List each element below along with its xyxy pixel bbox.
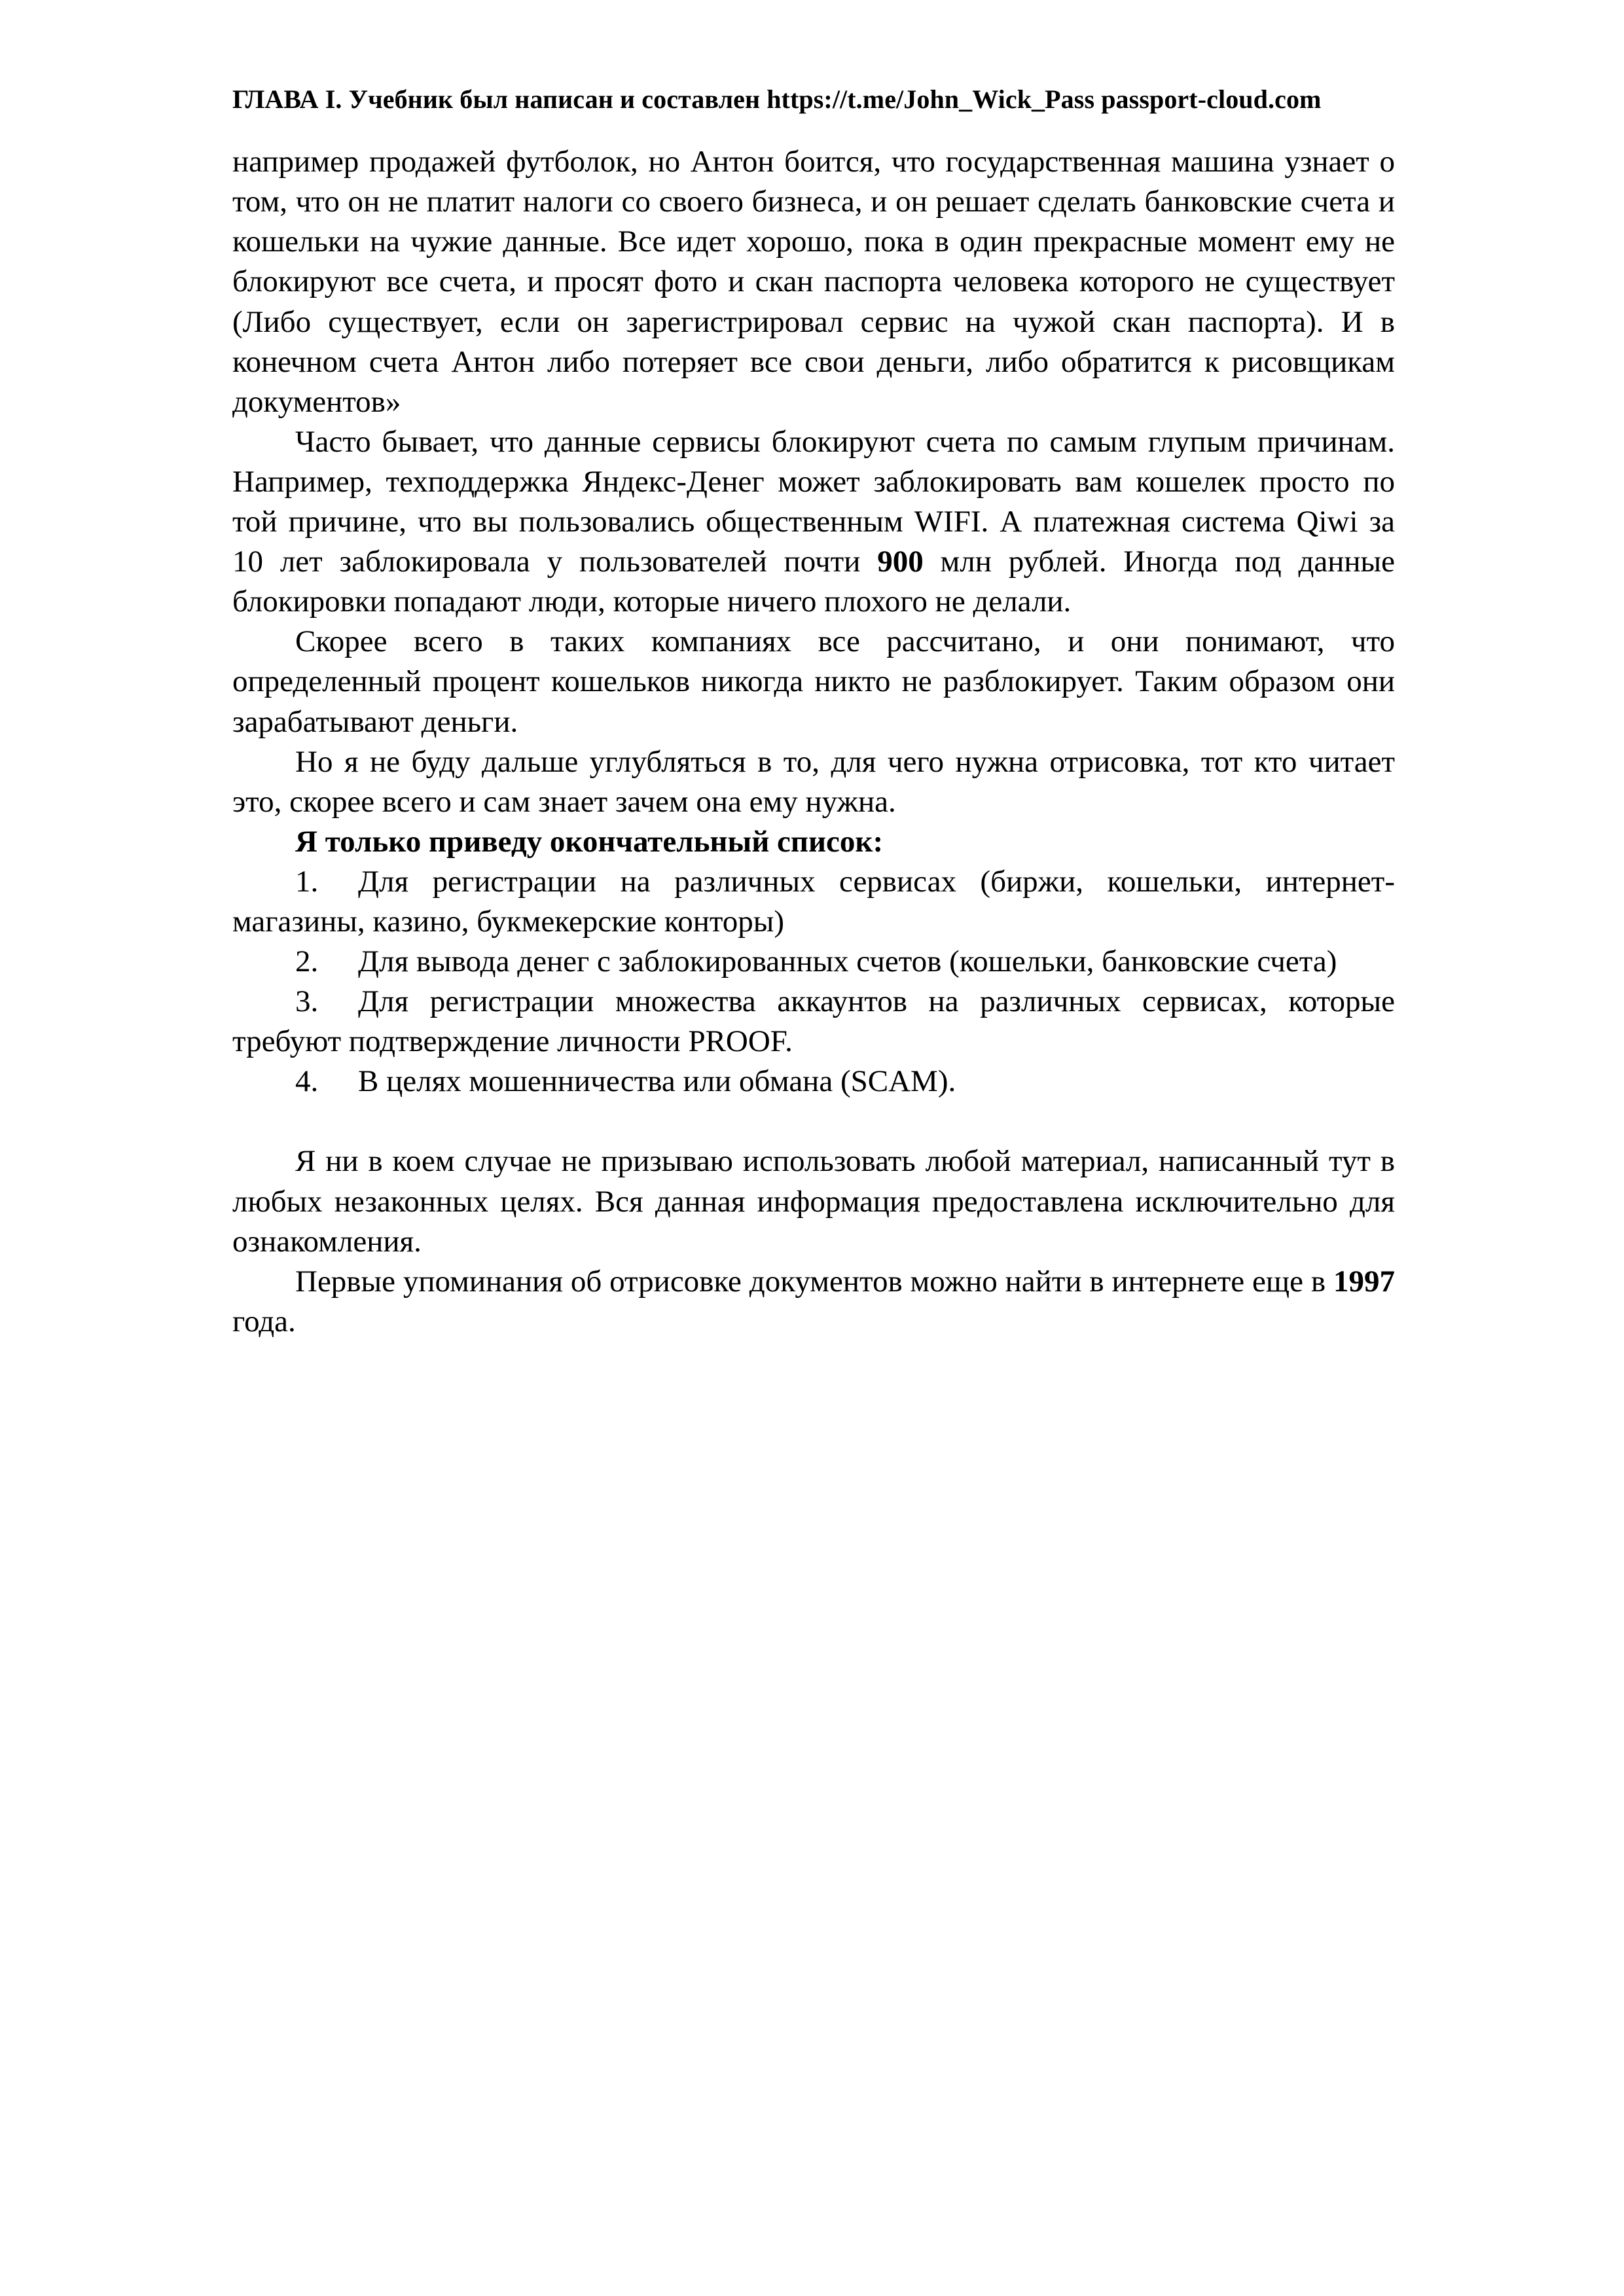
- year-1997: 1997: [1333, 1264, 1395, 1299]
- paragraph-history-part1: Первые упоминания об отрисовке документов можно найти в интернете еще в: [295, 1264, 1333, 1299]
- chapter-header: ГЛАВА I. Учебник был написан и составлен https://t.me/John_Wick_Pass passport-cloud.com: [232, 84, 1322, 114]
- amount-900: 900: [877, 545, 924, 579]
- paragraph-blocking-reasons: [232, 422, 1395, 622]
- list-item: [232, 942, 1395, 982]
- paragraph-disclaimer: Я ни в коем случае не призываю использовать любой материал, написанный тут в любых незаконных целях. Вся данная информация предоставлена исключительно для ознакомления.: [232, 1144, 1395, 1259]
- paragraph-companies-profit: Скорее всего в таких компаниях все рассчитано, и они понимают, что определенный процент кошельков никогда никто не разблокирует. Таким образом они зарабатывают деньги.: [232, 624, 1395, 739]
- paragraph-history-part2: года.: [232, 1304, 296, 1338]
- list-item-text: Для регистрации на различных сервисах (биржи, кошельки, интернет-магазины, казино, букмекерские конторы): [232, 864, 1395, 939]
- list-item: [232, 1062, 1395, 1102]
- paragraph-gap: [232, 1102, 1395, 1141]
- list-item-text: Для вывода денег с заблокированных счетов (кошельки, банковские счета): [358, 944, 1337, 979]
- paragraph-intro: например продажей футболок, но Антон боится, что государственная машина узнает о том, что он не платит налоги со своего бизнеса, и он решает сделать банковские счета и кошельки на чужие данные. Все идет хорошо, пока в один прекрасные момент ему не блокируют все счета, и просят фото и скан паспорта человека которого не существует (Либо существует, если он зарегистрировал сервис на чужой скан паспорта). И в конечном счета Антон либо потеряет все свои деньги, либо обратится к рисовщикам документов»: [232, 145, 1395, 419]
- list-item: [232, 862, 1395, 942]
- paragraph-blocking-reasons-part2: млн рублей. Иногда под данные блокировки попадают люди, которые ничего плохого не делали.: [232, 545, 1395, 619]
- paragraph-not-deepening: Но я не буду дальше углубляться в то, для чего нужна отрисовка, тот кто читает это, скорее всего и сам знает зачем она ему нужна.: [232, 744, 1395, 819]
- list-item-text: В целях мошенничества или обмана (SCAM).: [358, 1064, 956, 1099]
- list-item: [232, 982, 1395, 1062]
- page-content: [232, 84, 1395, 1342]
- paragraph-blocking-reasons-part1: Часто бывает, что данные сервисы блокируют счета по самым глупым причинам. Например, техподдержка Яндекс-Денег может заблокировать вам кошелек просто по той причине, что вы пользовались общественным WIFI. А платежная система Qiwi за 10 лет заблокировала у пользователей почти: [232, 424, 1395, 579]
- paragraph-history: [232, 1262, 1395, 1342]
- list-item-number: 3.: [295, 984, 319, 1019]
- list-item-number: 4.: [295, 1064, 319, 1099]
- list-item-number: 1.: [295, 864, 319, 899]
- list-item-number: 2.: [295, 944, 319, 979]
- list-heading: Я только приведу окончательный список:: [295, 824, 884, 859]
- list-item-text: Для регистрации множества аккаунтов на различных сервисах, которые требуют подтверждение личности PROOF.: [232, 984, 1395, 1059]
